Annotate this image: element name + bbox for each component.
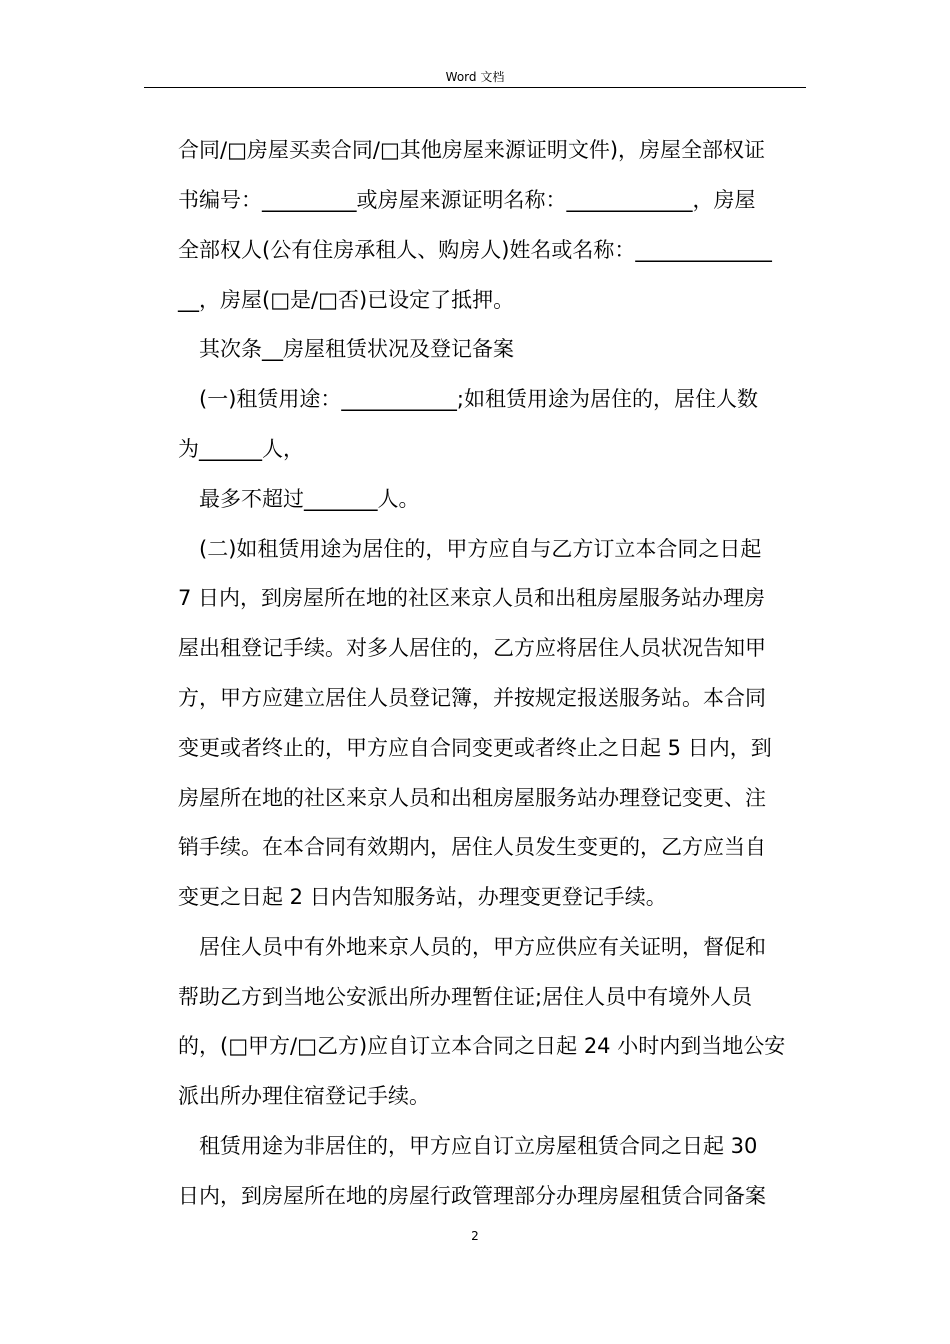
text-line: 的，(□甲方/□乙方)应自订立本合同之日起 24 小时内到当地公安 xyxy=(178,1034,786,1058)
text-line: 变更之日起 2 日内告知服务站，办理变更登记手续。 xyxy=(178,885,667,909)
section-heading: 其次条__房屋租赁状况及登记备案 xyxy=(199,337,514,361)
text-line: 居住人员中有外地来京人员的，甲方应供应有关证明，督促和 xyxy=(199,935,766,959)
text-line: 屋出租登记手续。对多人居住的，乙方应将居住人员状况告知甲 xyxy=(178,636,766,660)
text-line: 日内，到房屋所在地的房屋行政管理部分办理房屋租赁合同备案 xyxy=(178,1184,766,1208)
text-line: 租赁用途为非居住的，甲方应自订立房屋租赁合同之日起 30 xyxy=(199,1134,758,1158)
text-line: 书编号：_________或房屋来源证明名称：____________，房屋 xyxy=(178,188,756,212)
text-line: 方，甲方应建立居住人员登记簿，并按规定报送服务站。本合同 xyxy=(178,686,766,710)
text-line: 为______人， xyxy=(178,437,304,461)
text-line: (二)如租赁用途为居住的，甲方应自与乙方订立本合同之日起 xyxy=(199,537,762,561)
text-line: 房屋所在地的社区来京人员和出租房屋服务站办理登记变更、注 xyxy=(178,786,766,810)
text-line: 合同/□房屋买卖合同/□其他房屋来源证明文件)，房屋全部权证 xyxy=(178,138,766,162)
text-line: 帮助乙方到当地公安派出所办理暂住证;居住人员中有境外人员 xyxy=(178,985,753,1009)
text-line: 7 日内，到房屋所在地的社区来京人员和出租房屋服务站办理房 xyxy=(178,586,766,610)
text-line: (一)租赁用途：___________;如租赁用途为居住的，居住人数 xyxy=(199,387,758,411)
text-line: 最多不超过_______人。 xyxy=(199,487,420,511)
header-divider xyxy=(144,87,806,88)
page-header: Word 文档 xyxy=(445,70,505,84)
text-line: __，房屋(□是/□否)已设定了抵押。 xyxy=(178,288,515,312)
text-line: 变更或者终止的，甲方应自合同变更或者终止之日起 5 日内，到 xyxy=(178,736,772,760)
text-line: 派出所办理住宿登记手续。 xyxy=(178,1084,430,1108)
text-line: 全部权人(公有住房承租人、购房人)姓名或名称：_____________ xyxy=(178,238,772,262)
text-line: 销手续。在本合同有效期内，居住人员发生变更的，乙方应当自 xyxy=(178,835,766,859)
page-number: 2 xyxy=(471,1229,479,1243)
